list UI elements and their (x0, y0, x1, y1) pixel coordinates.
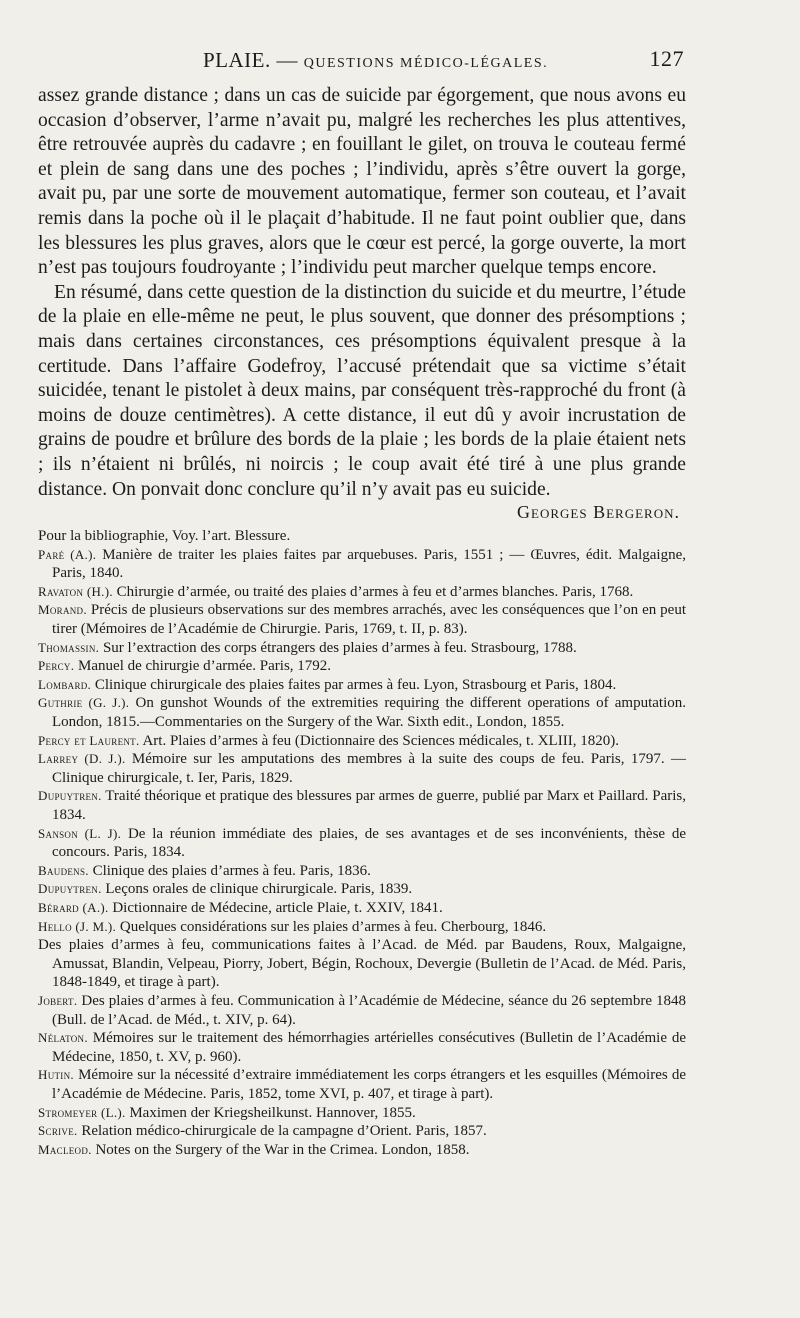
bibliography-entry: Sanson (L. J). De la réunion immédiate des plaies, de ses avantages et de ses inconvénients, thèse de concours. Paris, 1834. (38, 825, 686, 861)
bibliography-entry: Scrive. Relation médico-chirurgicale de la campagne d’Orient. Paris, 1857. (38, 1123, 487, 1140)
bibliography-entry: Hutin. Mémoire sur la nécessité d’extraire immédiatement les corps étrangers et les esquilles (Mémoires de l’Académie de Médecine. Paris, 1852, tome XVI, p. 407, et tirage à part). (38, 1067, 687, 1102)
author-signature: Georges Bergeron. (517, 502, 680, 523)
bibliography-entry: Thomassin. Sur l’extraction des corps étrangers des plaies d’armes à feu. Strasbourg, 1788. (38, 639, 577, 656)
bibliography-entry: Hello (J. M.). Quelques considérations sur les plaies d’armes à feu. Cherbourg, 1846. (38, 918, 547, 935)
paragraph-resume: En résumé, dans cette question de la distinction du suicide et du meurtre, l’étude de la plaie en elle-même ne peut, le plus souvent, que donner des présomptions ; mais dans certaines circonstances, ces présomptions équivalent presque à la certitude. Dans l’affaire Godefroy, l’accusé prétendait que sa victime s’était suicidée, tenant le pistolet à deux mains, par conséquent très-rapproché du front (à moins de douze centimètres). A cette distance, il eut dû y avoir incrustation de grains de poudre et brûlure des bords de la plaie ; les bords de la plaie étaient nets ; ils n’étaient ni brûlés, ni noircis ; le coup avait été tiré à une plus grande distance. On ponvait donc conclure qu’il n’y avait pas eu suicide. (38, 281, 686, 500)
bibliography-list (38, 527, 686, 1159)
bibliography-entry: Morand. Précis de plusieurs observations sur des membres arrachés, avec les conséquences que l’on en peut tirer (Mémoires de l’Académie de Chirurgie. Paris, 1769, t. II, p. 83). (38, 602, 686, 638)
header-dash: — (276, 48, 298, 72)
paragraph-continuation: assez grande distance ; dans un cas de suicide par égorgement, que nous avons eu occasion d’observer, l’arme n’avait pu, malgré les recherches les plus attentives, être retrouvée auprès du cadavre ; en fouillant le gilet, on trouva le couteau fermé et plein de sang dans une des poches ; l’individu, après s’être ouvert la gorge, avait pu, par une sorte de mouvement automatique, fermer son couteau, et l’avait remis dans la poche où il le plaçait d’habitude. Il ne faut point oublier que, dans les blessures les plus graves, alors que le cœur est percé, la gorge ouverte, la mort n’est pas toujours foudroyante ; l’individu peut marcher quelque temps encore. (38, 85, 686, 279)
bibliography-entry: Nélaton. Mémoires sur le traitement des hémorrhagies artérielles consécutives (Bulletin de l’Académie de Médecine, 1850, t. XV, p. 960). (38, 1030, 687, 1065)
bibliography-entry: Lombard. Clinique chirurgicale des plaies faites par armes à feu. Lyon, Strasbourg et Paris, 1804. (38, 676, 617, 693)
bibliography-entry: Percy et Laurent. Art. Plaies d’armes à feu (Dictionnaire des Sciences médicales, t. XLIII, 1820). (38, 732, 619, 749)
bibliography-entry: Percy. Manuel de chirurgie d’armée. Paris, 1792. (38, 658, 332, 675)
bibliography-entry: Larrey (D. J.). Mémoire sur les amputations des membres à la suite des coups de feu. Paris, 1797. — Clinique chirurgicale, t. Ier, Paris, 1829. (38, 751, 686, 786)
header-title-group (203, 48, 548, 73)
bibliography-entry: Bérard (A.). Dictionnaire de Médecine, article Plaie, t. XXIV, 1841. (38, 899, 443, 916)
bibliography-entry: Paré (A.). Manière de traiter les plaies faites par arquebuses. Paris, 1551 ; — Œuvres, édit. Malgaigne, Paris, 1840. (38, 546, 686, 582)
bibliography-entry: Dupuytren. Leçons orales de clinique chirurgicale. Paris, 1839. (38, 881, 413, 898)
page-number: 127 (649, 46, 684, 71)
bibliography-entry: Jobert. Des plaies d’armes à feu. Communication à l’Académie de Médecine, séance du 26 septembre 1848 (Bull. de l’Acad. de Méd., t. XIV, p. 64). (38, 992, 687, 1028)
header-subtitle: QUESTIONS MÉDICO-LÉGALES. (303, 56, 549, 71)
bibliography-entry: Ravaton (H.). Chirurgie d’armée, ou traité des plaies d’armes à feu et d’armes blanches. Paris, 1768. (38, 583, 634, 600)
header-title: PLAIE. (203, 48, 271, 72)
book-page (38, 44, 686, 1159)
bibliography-entry: Des plaies d’armes à feu, communications faites à l’Acad. de Méd. par Baudens, Roux, Malgaigne, Amussat, Blandin, Velpeau, Piorry, Jobert, Bégin, Rochoux, Devergie (Bulletin de l’Acad. de Méd. Paris, 1848-1849, et tirage à part). (38, 937, 686, 991)
bibliography-entry: Stromeyer (L.). Maximen der Kriegsheilkunst. Hannover, 1855. (38, 1104, 416, 1121)
bibliography-entry: Macleod. Notes on the Surgery of the War in the Crimea. London, 1858. (38, 1141, 470, 1158)
main-text (38, 84, 686, 502)
bibliography-entry: Guthrie (G. J.). On gunshot Wounds of the extremities requiring the different operations of amputation. London, 1815.—Commentaries on the Surgery of the War. Sixth edit., London, 1855. (38, 695, 686, 731)
bibliography-entry: Baudens. Clinique des plaies d’armes à feu. Paris, 1836. (38, 862, 371, 879)
bibliography-entry: Dupuytren. Traité théorique et pratique des blessures par armes de guerre, publié par Marx et Paillard. Paris, 1834. (38, 788, 686, 823)
bibliography-entry: Pour la bibliographie, Voy. l’art. Blessure. (38, 528, 291, 545)
running-header (38, 44, 686, 78)
